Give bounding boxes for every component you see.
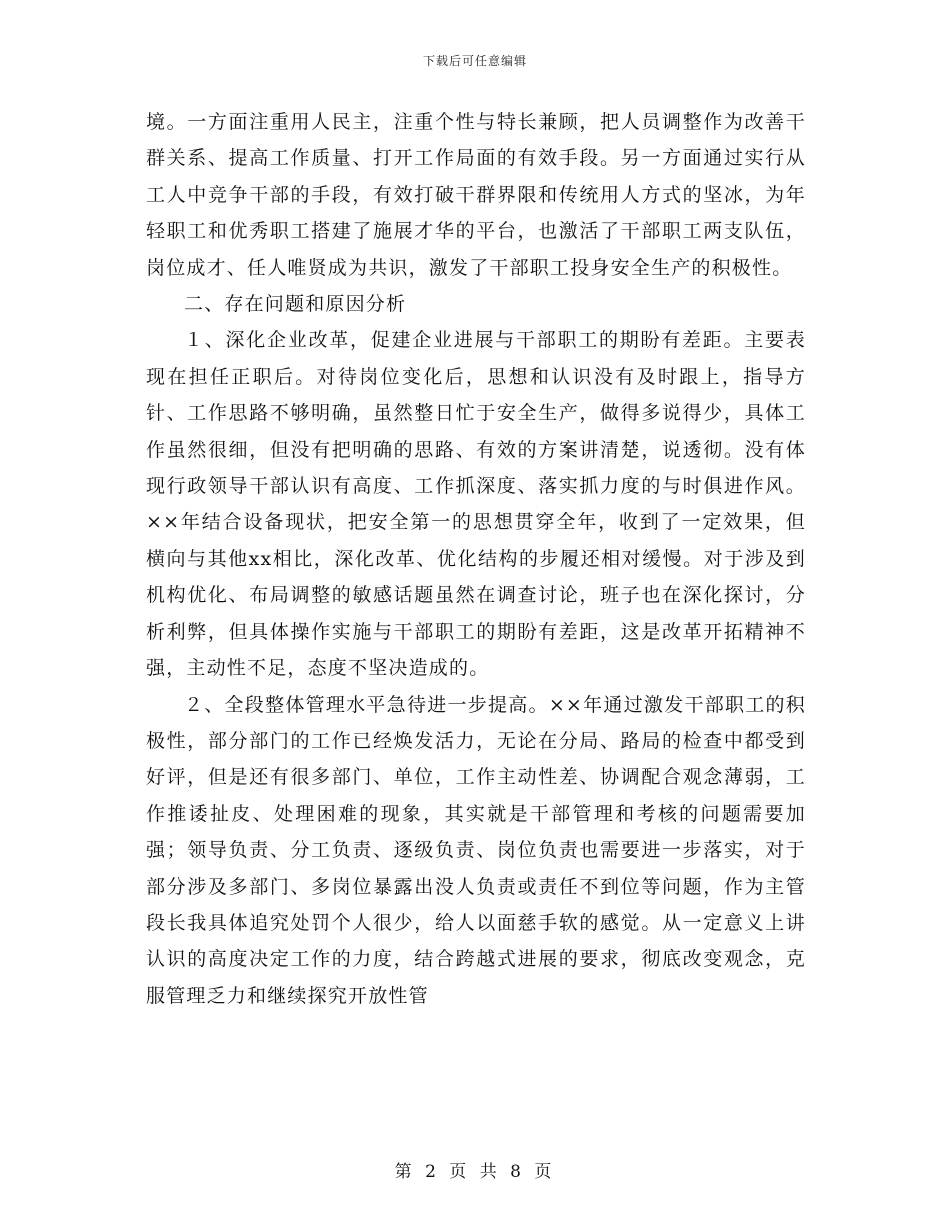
paragraph-continuation: 境。一方面注重用人民主，注重个性与特长兼顾，把人员调整作为改善干群关系、提高工作质量、打开工作局面的有效手段。另一方面通过实行从工人中竞争干部的手段，有效打破干群界限和传统用人方式的坚冰，为年轻职工和优秀职工搭建了施展才华的平台，也激活了干部职工两支队伍，岗位成才、任人唯贤成为共识，激发了干部职工投身安全生产的积极性。 — [146, 111, 806, 279]
paragraph-point-1: １、深化企业改革，促建企业进展与干部职工的期盼有差距。主要表现在担任正职后。对待岗位变化后，思想和认识没有及时跟上，指导方针、工作思路不够明确，虽然整日忙于安全生产，做得多说得少，具体工作虽然很细，但没有把明确的思路、有效的方案讲清楚，说透彻。没有体现行政领导干部认识有高度、工作抓深度、落实抓力度的与时俱进作风。××年结合设备现状，把安全第一的思想贯穿全年，收到了一定效果，但横向与其他xx相比，深化改革、优化结构的步履还相对缓慢。对于涉及到机构优化、布局调整的敏感话题虽然在调查讨论，班子也在深化探讨，分析利弊，但具体操作实施与干部职工的期盼有差距，这是改革开拓精神不强，主动性不足，态度不坚决造成的。 — [146, 329, 806, 680]
header-note: 下载后可任意编辑 — [422, 54, 527, 68]
section-heading: 二、存在问题和原因分析 — [184, 293, 407, 316]
paragraph-point-2: ２、全段整体管理水平急待进一步提高。××年通过激发干部职工的积极性，部分部门的工作已经焕发活力，无论在分局、路局的检查中都受到好评，但是还有很多部门、单位，工作主动性差、协调配合观念薄弱，工作推诿扯皮、处理困难的现象，其实就是干部管理和考核的问题需要加强；领导负责、分工负责、逐级负责、岗位负责也需要进一步落实，对于部分涉及多部门、多岗位暴露出没人负责或责任不到位等问题，作为主管段长我具体追究处罚个人很少，给人以面慈手软的感觉。从一定意义上讲认识的高度决定工作的力度，结合跨越式进展的要求，彻底改变观念，克服管理乏力和继续探究开放性管 — [146, 693, 806, 1007]
page-number: 第 2 页 共 8 页 — [394, 1162, 556, 1182]
body-text — [146, 104, 806, 1014]
